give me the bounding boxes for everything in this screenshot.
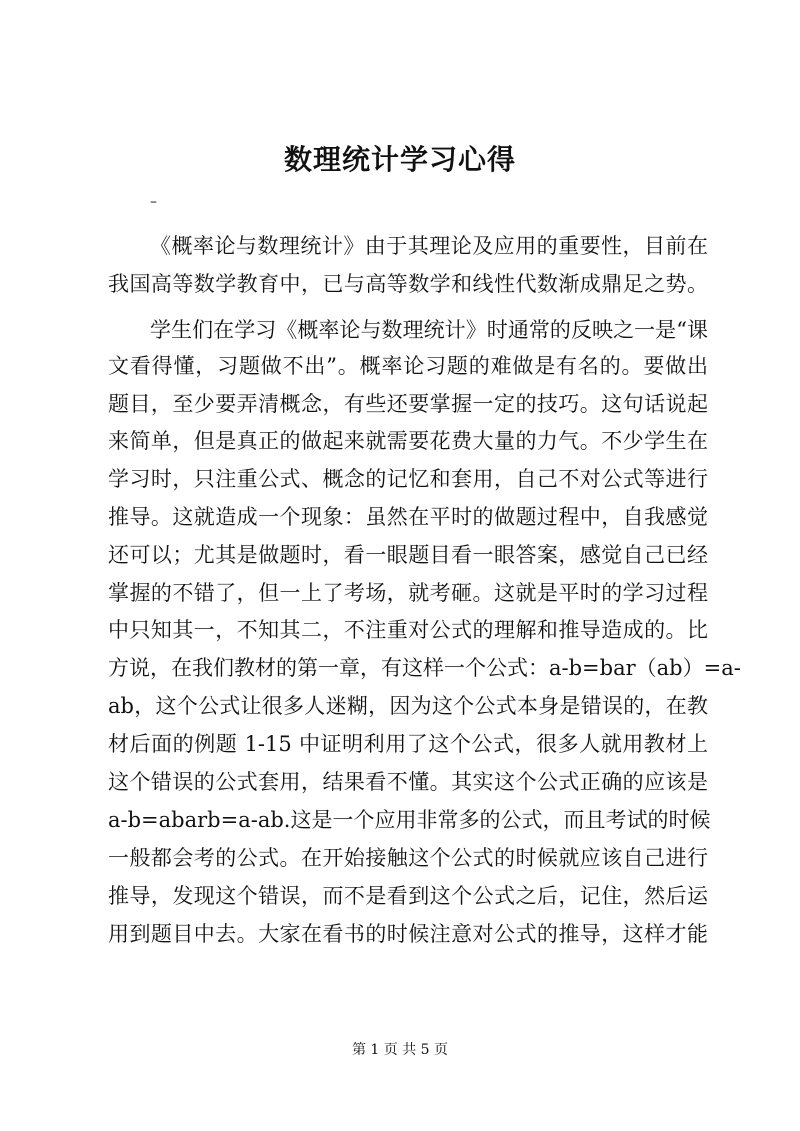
document-title: 数理统计学习心得 xyxy=(283,143,516,176)
text-line: a-b=abarb=a-ab.这是一个应用非常多的公式，而且考试的时候 xyxy=(108,808,711,832)
text-line: 题目，至少要弄清概念，有些还要掌握一定的技巧。这句话说起 xyxy=(108,392,708,416)
text-line: 推导，发现这个错误，而不是看到这个公式之后，记住，然后运 xyxy=(108,884,708,908)
text-line: 我国高等数学教育中，已与高等数学和线性代数渐成鼎足之势。 xyxy=(108,272,708,296)
text-line: 中只知其一，不知其二，不注重对公式的理解和推导造成的。比 xyxy=(108,618,708,642)
page-footer: 第 1 页 共 5 页 xyxy=(351,1042,449,1058)
text-line: 推导。这就造成一个现象：虽然在平时的做题过程中，自我感觉 xyxy=(108,505,708,529)
text-line: 材后面的例题 1-15 中证明利用了这个公式，很多人就用教材上 xyxy=(108,732,708,756)
text-line: 来简单，但是真正的做起来就需要花费大量的力气。不少学生在 xyxy=(108,429,708,453)
text-line: 这个错误的公式套用，结果看不懂。其实这个公式正确的应该是 xyxy=(108,770,708,794)
dash-mark: – xyxy=(150,194,157,210)
text-line: 方说，在我们教材的第一章，有这样一个公式：a-b=bar（ab）=a- xyxy=(108,656,741,680)
text-line: 文看得懂，习题做不出”。概率论习题的难做是有名的。要做出 xyxy=(108,354,708,378)
text-line: 一般都会考的公式。在开始接触这个公式的时候就应该自己进行 xyxy=(108,846,708,870)
text-line: 还可以；尤其是做题时，看一眼题目看一眼答案，感觉自己已经 xyxy=(108,543,708,567)
text-line: 学生们在学习《概率论与数理统计》时通常的反映之一是“课 xyxy=(150,318,708,342)
text-line: 《概率论与数理统计》由于其理论及应用的重要性，目前在 xyxy=(150,234,708,258)
text-line: 用到题目中去。大家在看书的时候注意对公式的推导，这样才能 xyxy=(108,922,708,946)
text-line: 掌握的不错了，但一上了考场，就考砸。这就是平时的学习过程 xyxy=(108,581,708,605)
text-line: ab，这个公式让很多人迷糊，因为这个公式本身是错误的，在教 xyxy=(108,694,708,718)
text-line: 学习时，只注重公式、概念的记忆和套用，自己不对公式等进行 xyxy=(108,467,708,491)
